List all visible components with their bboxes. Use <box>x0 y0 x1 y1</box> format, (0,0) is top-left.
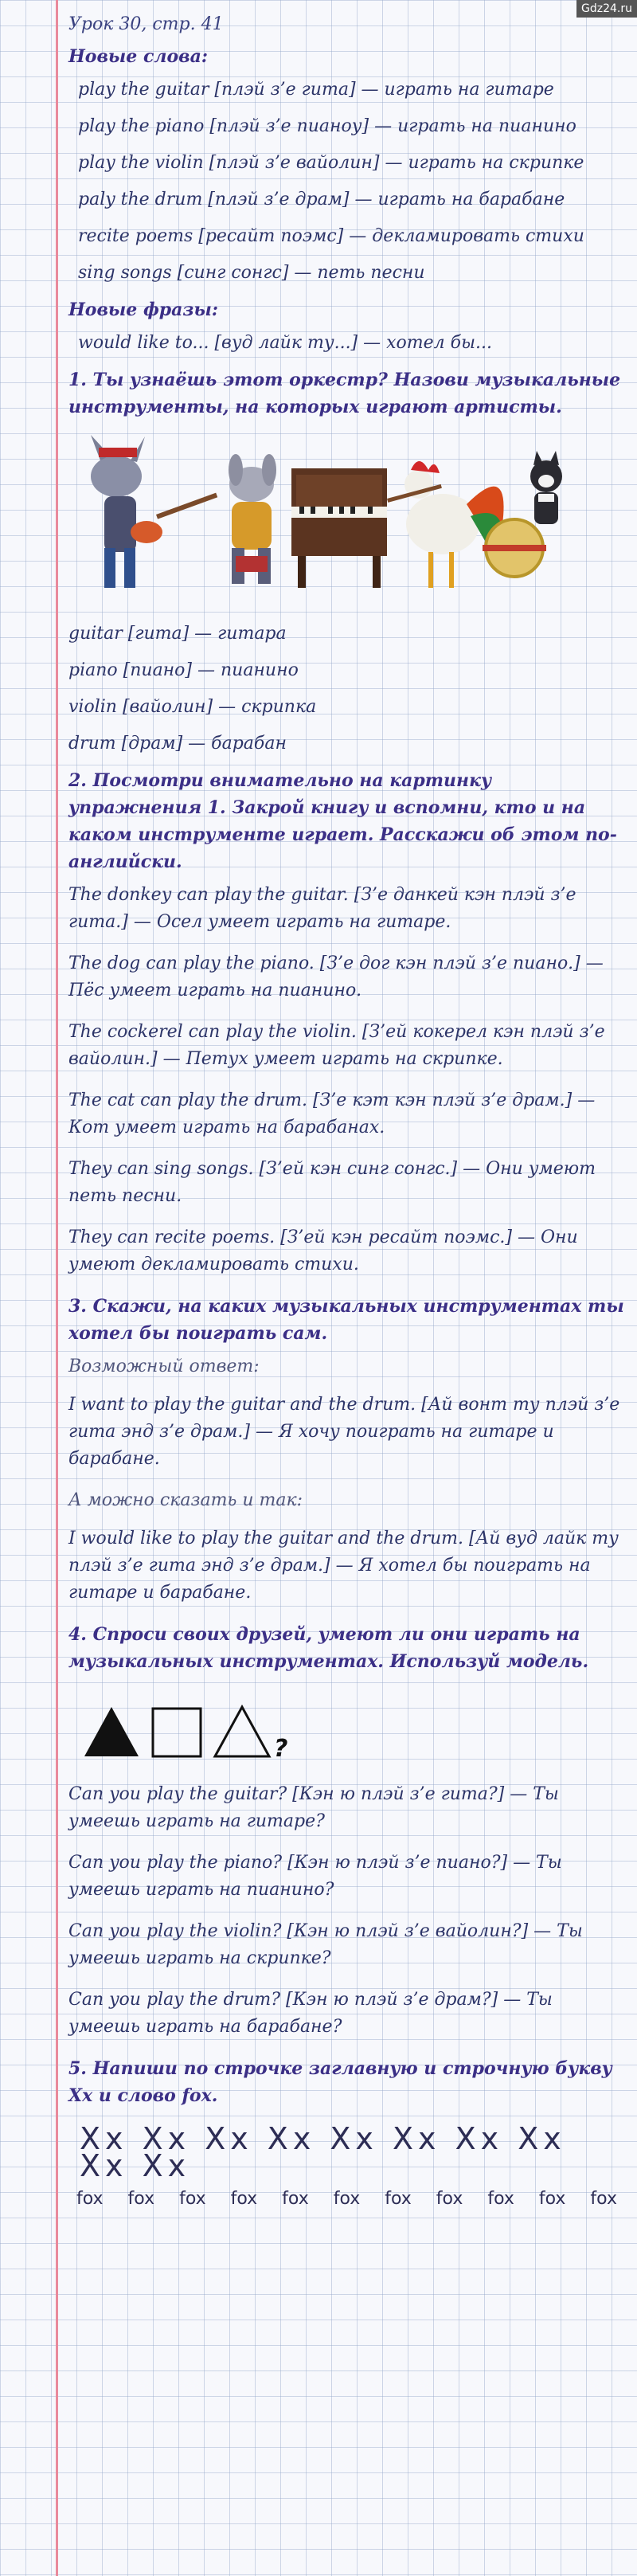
task-4-sentence: Can you play the drum? [Кэн ю плэй з’е драм?] — Ты умеешь играть на барабане? <box>68 1990 553 2037</box>
task-5-heading: 5. Напиши по строчке заглавную и строчную букву Xx и слово fox. <box>68 2058 612 2106</box>
orchestra-illustration <box>68 429 626 600</box>
task-2-heading: 2. Посмотри внимательно на картинку упражнения 1. Закрой книгу и вспомни, кто и на каком инструменте играет. Расскажи об этом по-английски. <box>68 770 617 872</box>
task-2-sentence: The cockerel can play the violin. [З’ей кокерел кэн плэй з’е вайолин.] — Петух умеет играть на скрипке. <box>68 1022 605 1069</box>
new-word-item: play the violin [плэй з’е вайолин] — играть на скрипке <box>78 153 584 173</box>
task-2-sentence: They can sing songs. [З’ей кэн синг сонгс.] — Они умеют петь песни. <box>68 1159 596 1206</box>
shapes-svg <box>84 1691 323 1767</box>
square-outline-icon <box>153 1709 201 1756</box>
orchestra-image <box>68 429 578 600</box>
donkey-figure <box>91 435 217 588</box>
fox-word-row: fox fox fox fox fox fox fox fox fox fox fox <box>76 2189 617 2209</box>
xx-letters-row: Xx Xx Xx Xx Xx Xx Xx Xx Xx Xx <box>80 2121 566 2183</box>
task-4-sentence: Can you play the guitar? [Кэн ю плэй з’е гита?] — Ты умеешь играть на гитаре? <box>68 1784 559 1831</box>
instrument-item: drum [драм] — барабан <box>68 734 287 754</box>
task-2-sentence: The dog can play the piano. [З’е дог кэн плэй з’е пиано.] — Пёс умеет играть на пианино. <box>68 953 604 1000</box>
cat-figure <box>530 451 562 524</box>
task-4-heading: 4. Спроси своих друзей, умеют ли они играть на музыкальных инструментах. Используй модель. <box>68 1624 589 1672</box>
black-triangle-icon <box>84 1707 139 1756</box>
margin-line <box>56 0 58 2576</box>
task-2-sentence: They can recite poems. [З’ей кэн ресайт поэмс.] — Они умеют декламировать стихи. <box>68 1227 578 1274</box>
question-mark: ? <box>274 1735 288 1763</box>
drum-figure <box>483 519 546 577</box>
lesson-header: Урок 30, стр. 41 <box>68 14 224 34</box>
new-word-item: paly the drum [плэй з’е драм] — играть на барабане <box>78 190 565 209</box>
task-2-sentence: The donkey can play the guitar. [З’е данкей кэн плэй з’е гита.] — Осел умеет играть на гитаре. <box>68 885 576 932</box>
task-3-possible-label: Возможный ответ: <box>68 1357 260 1376</box>
new-word-item: play the piano [плэй з’е пианоу] — играть на пианино <box>78 116 576 136</box>
instrument-item: violin [вайолин] — скрипка <box>68 697 317 717</box>
new-word-item: sing songs [синг сонгс] — петь песни <box>78 263 425 283</box>
new-phrase-item: would like to... [вуд лайк ту...] — хотел бы... <box>78 333 492 353</box>
new-phrases-title: Новые фразы: <box>68 299 218 320</box>
model-shapes <box>84 1691 626 1767</box>
task-3-answer: I want to play the guitar and the drum. [Ай вонт ту плэй з’е гита энд з’е драм.] — Я хочу поиграть на гитаре и барабане. <box>68 1395 620 1469</box>
task-3-heading: 3. Скажи, на каких музыкальных инструментах ты хотел бы поиграть сам. <box>68 1296 624 1344</box>
task-4-sentence: Can you play the piano? [Кэн ю плэй з’е пиано?] — Ты умеешь играть на пианино? <box>68 1853 562 1900</box>
piano-figure <box>291 468 387 588</box>
dog-figure <box>229 454 276 584</box>
new-word-item: recite poems [ресайт поэмс] — декламировать стихи <box>78 226 584 246</box>
new-words-title: Новые слова: <box>68 46 208 67</box>
watermark: Gdz24.ru <box>576 0 637 18</box>
new-word-item: play the guitar [плэй з’е гита] — играть на гитаре <box>78 80 554 100</box>
instrument-item: guitar [гита] — гитара <box>68 624 287 644</box>
triangle-outline-icon <box>215 1707 269 1756</box>
instrument-item: piano [пиано] — пианино <box>68 660 299 680</box>
task-1-heading: 1. Ты узнаёшь этот оркестр? Назови музыкальные инструменты, на которых играют артисты. <box>68 370 621 417</box>
task-2-sentence: The cat can play the drum. [З’е кэт кэн плэй з’е драм.] — Кот умеет играть на барабанах. <box>68 1090 596 1137</box>
task-3-alt-label: А можно сказать и так: <box>68 1490 303 1510</box>
notebook-content <box>68 11 626 2213</box>
task-3-answer-alt: I would like to play the guitar and the drum. [Ай вуд лайк ту плэй з’е гита энд з’е драм.] — Я хотел бы поиграть на гитаре и барабане. <box>68 1529 619 1603</box>
task-4-sentence: Can you play the violin? [Кэн ю плэй з’е вайолин?] — Ты умеешь играть на скрипке? <box>68 1921 583 1968</box>
